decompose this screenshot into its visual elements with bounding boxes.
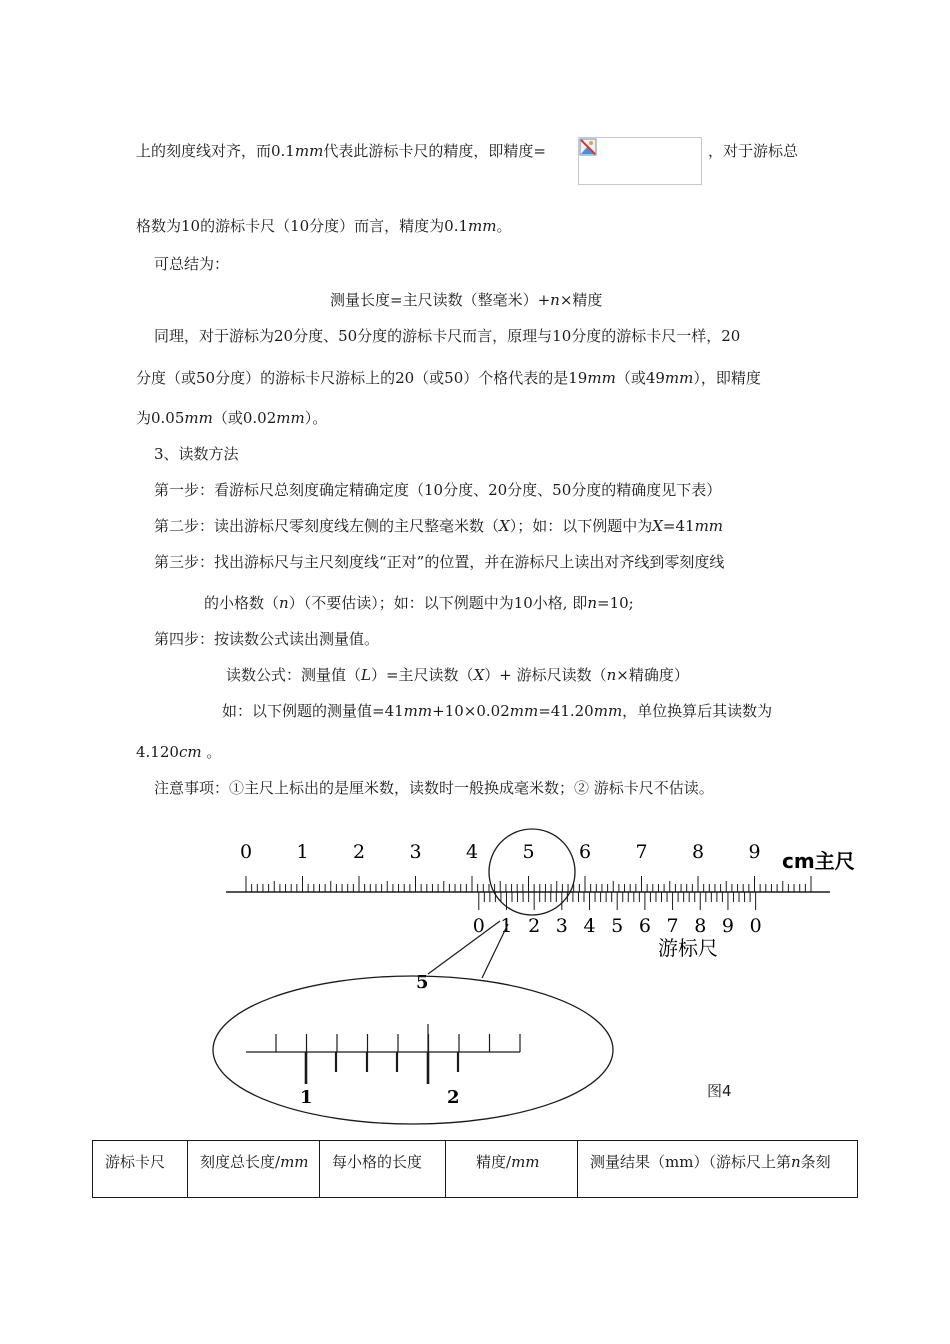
- text-run: =10;: [597, 594, 634, 612]
- table-header-cell: 游标卡尺: [93, 1141, 188, 1198]
- main-scale-digit: 9: [748, 841, 761, 863]
- table-header-cell: [446, 1141, 578, 1198]
- text-run: +10×0.02: [432, 702, 510, 720]
- unit-mm: mm: [587, 369, 616, 387]
- table-header-row: [93, 1141, 858, 1198]
- vernier-scale-digits: [473, 915, 762, 937]
- broken-image-icon: [579, 138, 597, 156]
- unit-mm: mm: [184, 409, 213, 427]
- paragraph-line: [136, 216, 512, 236]
- notes-line: 注意事项：①主尺上标出的是厘米数，读数时一般换成毫米数；② 游标卡尺不估读。: [154, 779, 714, 797]
- unit-mm: mm: [593, 702, 623, 720]
- vernier-digit: 7: [666, 915, 679, 937]
- text-run: 测量结果（mm）（游标尺上第: [590, 1153, 791, 1171]
- var-n: n: [550, 291, 560, 309]
- text-run: 的小格数（: [204, 594, 280, 612]
- var-n: n: [279, 594, 289, 612]
- main-scale-digit: 5: [522, 841, 535, 863]
- main-scale-digits: [240, 841, 761, 863]
- text-run: ）（不要估读）；如：以下例题中为10小格, 即: [288, 594, 588, 612]
- vernier-digit: 4: [583, 915, 596, 937]
- text-run: ）+ 游标尺读数（: [484, 666, 607, 684]
- text-run: ×精确度）: [616, 666, 689, 684]
- vernier-digit: 2: [528, 915, 541, 937]
- step-4: 第四步：按读数公式读出测量值。: [154, 630, 380, 648]
- section-heading: 3、读数方法: [154, 445, 239, 463]
- reading-formula: [226, 665, 689, 685]
- step-3: 第三步：找出游标尺与主尺刻度线“正对”的位置，并在游标尺上读出对齐线到零刻度线: [154, 553, 725, 571]
- text-run: 精度/: [476, 1153, 512, 1171]
- text-run: ）；如：以下例题中为: [509, 517, 653, 535]
- text-run: 条刻: [800, 1153, 831, 1171]
- text-run: =41.20: [538, 702, 594, 720]
- table-header-cell: [578, 1141, 858, 1198]
- formula-line: [330, 290, 602, 310]
- step-1: 第一步：看游标尺总刻度确定精确定度（10分度、20分度、50分度的精确度见下表）: [154, 481, 722, 499]
- text-run: 格数为10的游标卡尺（10分度）而言，精度为0.1: [136, 217, 469, 235]
- unit-mm: mm: [294, 142, 324, 160]
- vernier-digit: 0: [472, 915, 485, 937]
- text-run: 读数公式：测量值（: [226, 666, 362, 684]
- precision-table: [92, 1140, 858, 1198]
- text-run: 第二步：读出游标尺零刻度线左侧的主尺整毫米数（: [154, 517, 500, 535]
- vernier-scale: [479, 892, 756, 910]
- text-run: （或0.02: [212, 409, 277, 427]
- paragraph-line: 同理，对于游标为20分度、50分度的游标卡尺而言，原理与10分度的游标卡尺一样，20: [154, 327, 741, 345]
- text-run: 分度（或50分度）的游标卡尺游标上的20（或50）个格代表的是19: [136, 369, 588, 387]
- unit-mm: mm: [694, 517, 724, 535]
- text-run: 刻度总长度/: [200, 1153, 281, 1171]
- vernier-diagram: [170, 828, 870, 1128]
- text-run: ）。: [304, 409, 328, 427]
- broken-formula-image: [578, 137, 702, 185]
- unit-mm: mm: [403, 702, 433, 720]
- unit-mm: mm: [276, 409, 305, 427]
- main-scale: [226, 876, 830, 892]
- callout-number: 5: [416, 972, 429, 993]
- var-n: n: [587, 594, 597, 612]
- zoom-ticks: [276, 1024, 520, 1084]
- main-scale-digit: 4: [465, 841, 479, 863]
- vernier-scale-label: 游标尺: [658, 936, 718, 960]
- table-header-cell: 每小格的长度: [320, 1141, 446, 1198]
- text-run: ）=主尺读数（: [370, 666, 474, 684]
- vernier-caliper-figure: [170, 828, 870, 1128]
- vernier-digit: 0: [749, 915, 762, 937]
- text-run: （或49: [615, 369, 665, 387]
- vernier-digit: 6: [638, 915, 651, 937]
- main-scale-label: cm主尺: [782, 849, 855, 873]
- table-header-cell: [188, 1141, 320, 1198]
- vernier-digit: 3: [555, 915, 568, 937]
- paragraph-line: [136, 408, 327, 428]
- unit-mm: mm: [509, 702, 539, 720]
- main-scale-digit: 0: [239, 841, 253, 863]
- main-scale-digit: 8: [691, 841, 705, 863]
- unit-mm: mm: [468, 217, 497, 235]
- main-scale-digit: 3: [409, 841, 422, 863]
- unit-mm: mm: [664, 369, 694, 387]
- summary-line: 可总结为：: [154, 255, 230, 273]
- figure-caption: 图4: [707, 1082, 732, 1100]
- text-run: 上的刻度线对齐，而0.1: [136, 142, 295, 160]
- result-line: [136, 742, 221, 762]
- unit-cm: cm: [178, 743, 202, 761]
- var-n: n: [606, 666, 617, 684]
- paragraph-line: [136, 141, 546, 161]
- main-scale-digit: 2: [352, 841, 366, 863]
- step-3-continued: [204, 593, 634, 613]
- vernier-digit: 1: [500, 915, 513, 937]
- step-2: [154, 516, 723, 536]
- vernier-digit: 9: [721, 915, 734, 937]
- var-x: X: [652, 517, 663, 535]
- unit-mm: mm: [511, 1153, 540, 1171]
- unit-mm: mm: [280, 1153, 309, 1171]
- text-run: ×精度: [559, 291, 603, 309]
- vernier-digit: 5: [611, 915, 624, 937]
- zoom-label-1: 1: [300, 1087, 313, 1108]
- paragraph-line-tail: ，对于游标总: [708, 142, 799, 160]
- callout-lines: [428, 921, 508, 978]
- paragraph-line: [136, 368, 761, 388]
- text-run: ，单位换算后其读数为: [622, 702, 773, 720]
- text-run: 4.120: [136, 743, 179, 761]
- text-run: 。: [496, 217, 512, 235]
- text-run: 测量长度=主尺读数（整毫米）+: [330, 291, 551, 309]
- var-x: X: [473, 666, 485, 684]
- var-l: L: [361, 666, 371, 684]
- main-scale-digit: 7: [635, 841, 648, 863]
- text-run: =41: [662, 517, 695, 535]
- var-n: n: [790, 1153, 801, 1171]
- main-scale-digit: 6: [578, 841, 592, 863]
- example-line: [222, 701, 772, 721]
- zoom-label-2: 2: [447, 1087, 460, 1108]
- var-x: X: [499, 517, 510, 535]
- zoom-ellipse: [213, 976, 613, 1124]
- text-run: ），即精度: [693, 369, 761, 387]
- text-run: 为0.05: [136, 409, 185, 427]
- text-run: 。: [201, 743, 222, 761]
- text-run: 代表此游标卡尺的精度，即精度=: [323, 142, 546, 160]
- main-scale-digit: 1: [296, 841, 309, 863]
- text-run: 如：以下例题的测量值=41: [222, 702, 404, 720]
- vernier-digit: 8: [694, 915, 707, 937]
